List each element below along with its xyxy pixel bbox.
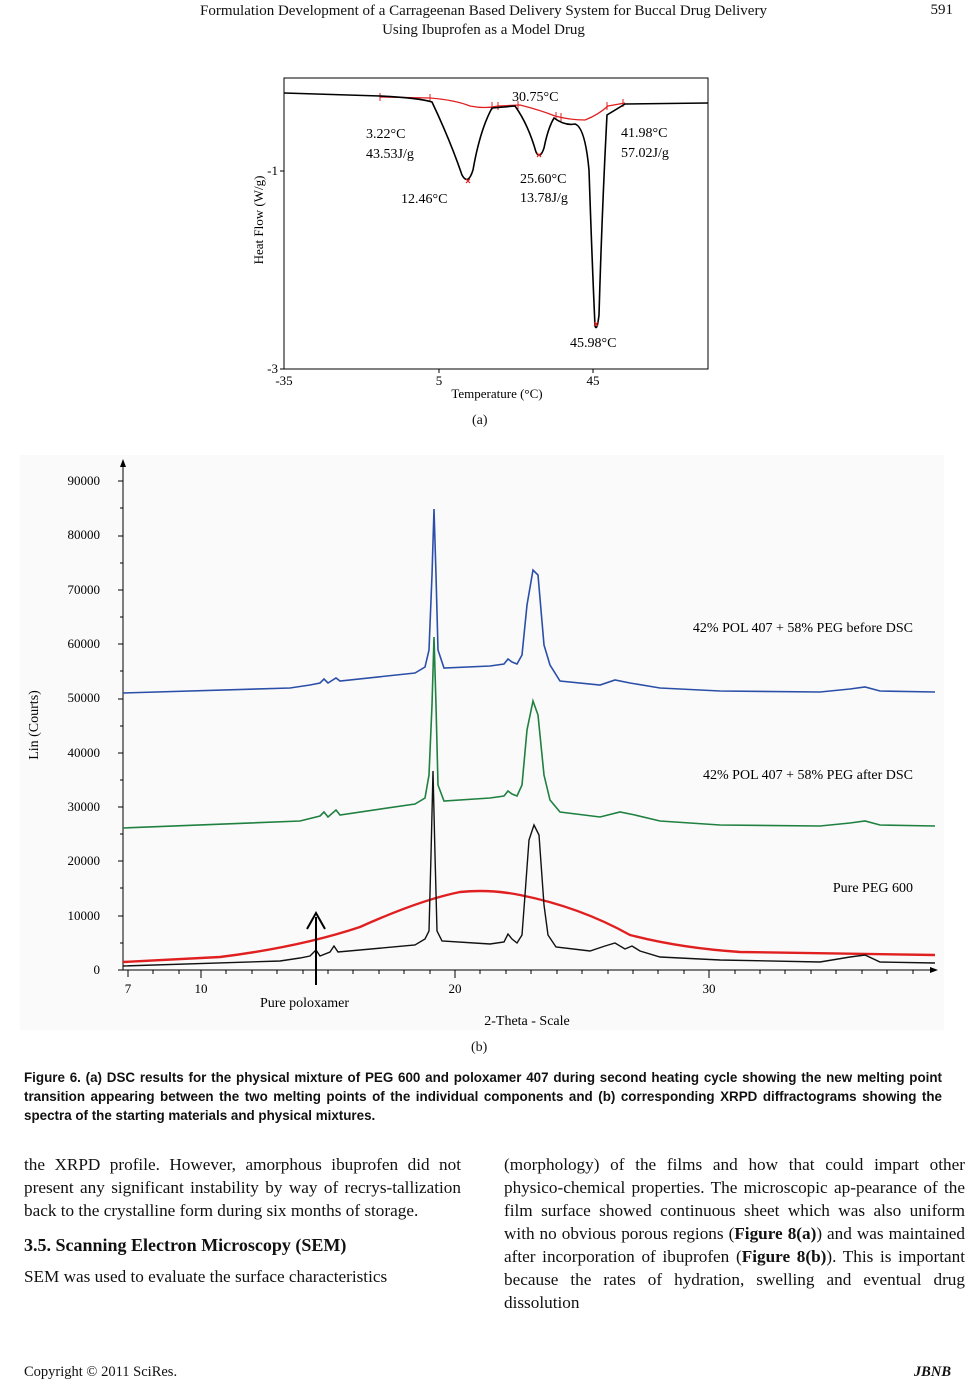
xrpd-ytick-label: 10000: [67, 908, 100, 923]
header-title-line2: Using Ibuprofen as a Model Drug: [382, 22, 585, 38]
dsc-xlabel: Temperature (°C): [451, 386, 543, 401]
figure-caption: Figure 6. (a) DSC results for the physical mixture of PEG 600 and poloxamer 407 during second heating cycle showing the new melting point transition appearing between the two melting points of the individual components and (b) corresponding XRPD diffractograms showing the spectra of the starting materials and physical mixtures.: [24, 1070, 942, 1123]
xrpd-ytick-label: 80000: [67, 527, 100, 542]
dsc-annotation: 30.75°C: [512, 90, 559, 105]
xrpd-xtick-label: 20: [448, 981, 462, 996]
page-number: 591: [930, 2, 953, 18]
dsc-annotation: 41.98°C: [621, 126, 668, 141]
dsc-xtick-label: 5: [435, 373, 443, 388]
xrpd-series-label-peg: Pure PEG 600: [832, 881, 913, 896]
paragraph-text: (morphology) of the films and how that could impart other physico-chemical properties. The microscopic ap-pearance of the film surface showed continuous sheet which was also uniform with no obvious porous regions (: [504, 1155, 965, 1243]
dsc-red-baseline: [380, 97, 625, 120]
section-heading: 3.5. Scanning Electron Microscopy (SEM): [24, 1235, 347, 1255]
figure-a-label: (a): [472, 413, 488, 428]
xrpd-ytick-label: 50000: [67, 690, 100, 705]
xrpd-ytick-label: 70000: [67, 582, 100, 597]
right-column: [504, 1153, 965, 1314]
figure-reference-link[interactable]: Figure 8(b): [741, 1247, 827, 1266]
paragraph-text: ). This is important because the rates of hydration, swelling and eventual drug dissolution: [504, 1247, 966, 1312]
dsc-ytick-label: -1: [267, 163, 278, 178]
left-column: [24, 1153, 461, 1288]
running-header: [0, 2, 967, 40]
xrpd-chart: [20, 455, 944, 1030]
dsc-xtick-label: 45: [586, 373, 600, 388]
dsc-ytick-label: -3: [267, 361, 278, 376]
xrpd-xtick-label: 7: [124, 981, 132, 996]
xrpd-ytick-label: 0: [93, 962, 100, 977]
dsc-xtick-label: -35: [275, 373, 293, 388]
xrpd-xlabel: 2-Theta - Scale: [484, 1014, 570, 1029]
figure-b-label: (b): [471, 1040, 488, 1055]
xrpd-series-label-poloxamer: Pure poloxamer: [260, 996, 350, 1011]
header-title-line1: Formulation Development of a Carrageenan Based Delivery System for Buccal Drug Delivery: [200, 3, 767, 19]
figure-reference-link[interactable]: Figure 8(a): [734, 1224, 817, 1243]
dsc-annotation: 25.60°C: [520, 172, 567, 187]
xrpd-xtick-label: 10: [194, 981, 208, 996]
dsc-plot-frame: [284, 78, 708, 369]
dsc-annotation: 3.22°C: [366, 127, 406, 142]
xrpd-series-label-after: 42% POL 407 + 58% PEG after DSC: [703, 768, 913, 783]
dsc-annotation: 12.46°C: [401, 192, 448, 207]
xrpd-ytick-label: 20000: [67, 853, 100, 868]
footer-copyright: Copyright © 2011 SciRes.: [24, 1364, 178, 1380]
body-paragraph: [504, 1153, 965, 1314]
paragraph-text: ) and was maintained after incorporation of ibuprofen (: [504, 1224, 965, 1266]
xrpd-series-label-before: 42% POL 407 + 58% PEG before DSC: [692, 621, 913, 636]
xrpd-ylabel: Lin (Courts): [27, 690, 42, 760]
dsc-annotation: 43.53J/g: [366, 147, 414, 162]
xrpd-ytick-label: 90000: [67, 473, 100, 488]
dsc-annotation: 13.78J/g: [520, 191, 568, 206]
footer-journal: JBNB: [913, 1364, 951, 1380]
xrpd-xtick-label: 30: [702, 981, 716, 996]
xrpd-ytick-label: 30000: [67, 799, 100, 814]
dsc-annotation: 57.02J/g: [621, 146, 669, 161]
dsc-ylabel: Heat Flow (W/g): [251, 175, 266, 265]
body-paragraph: SEM was used to evaluate the surface characteristics: [24, 1267, 388, 1286]
xrpd-ytick-label: 60000: [67, 636, 100, 651]
dsc-annotation: 45.98°C: [570, 336, 617, 351]
body-paragraph: the XRPD profile. However, amorphous ibuprofen did not present any significant instability by way of recrys-tallization back to the crystalline form during six months of storage.: [24, 1155, 461, 1220]
xrpd-ytick-label: 40000: [67, 745, 100, 760]
